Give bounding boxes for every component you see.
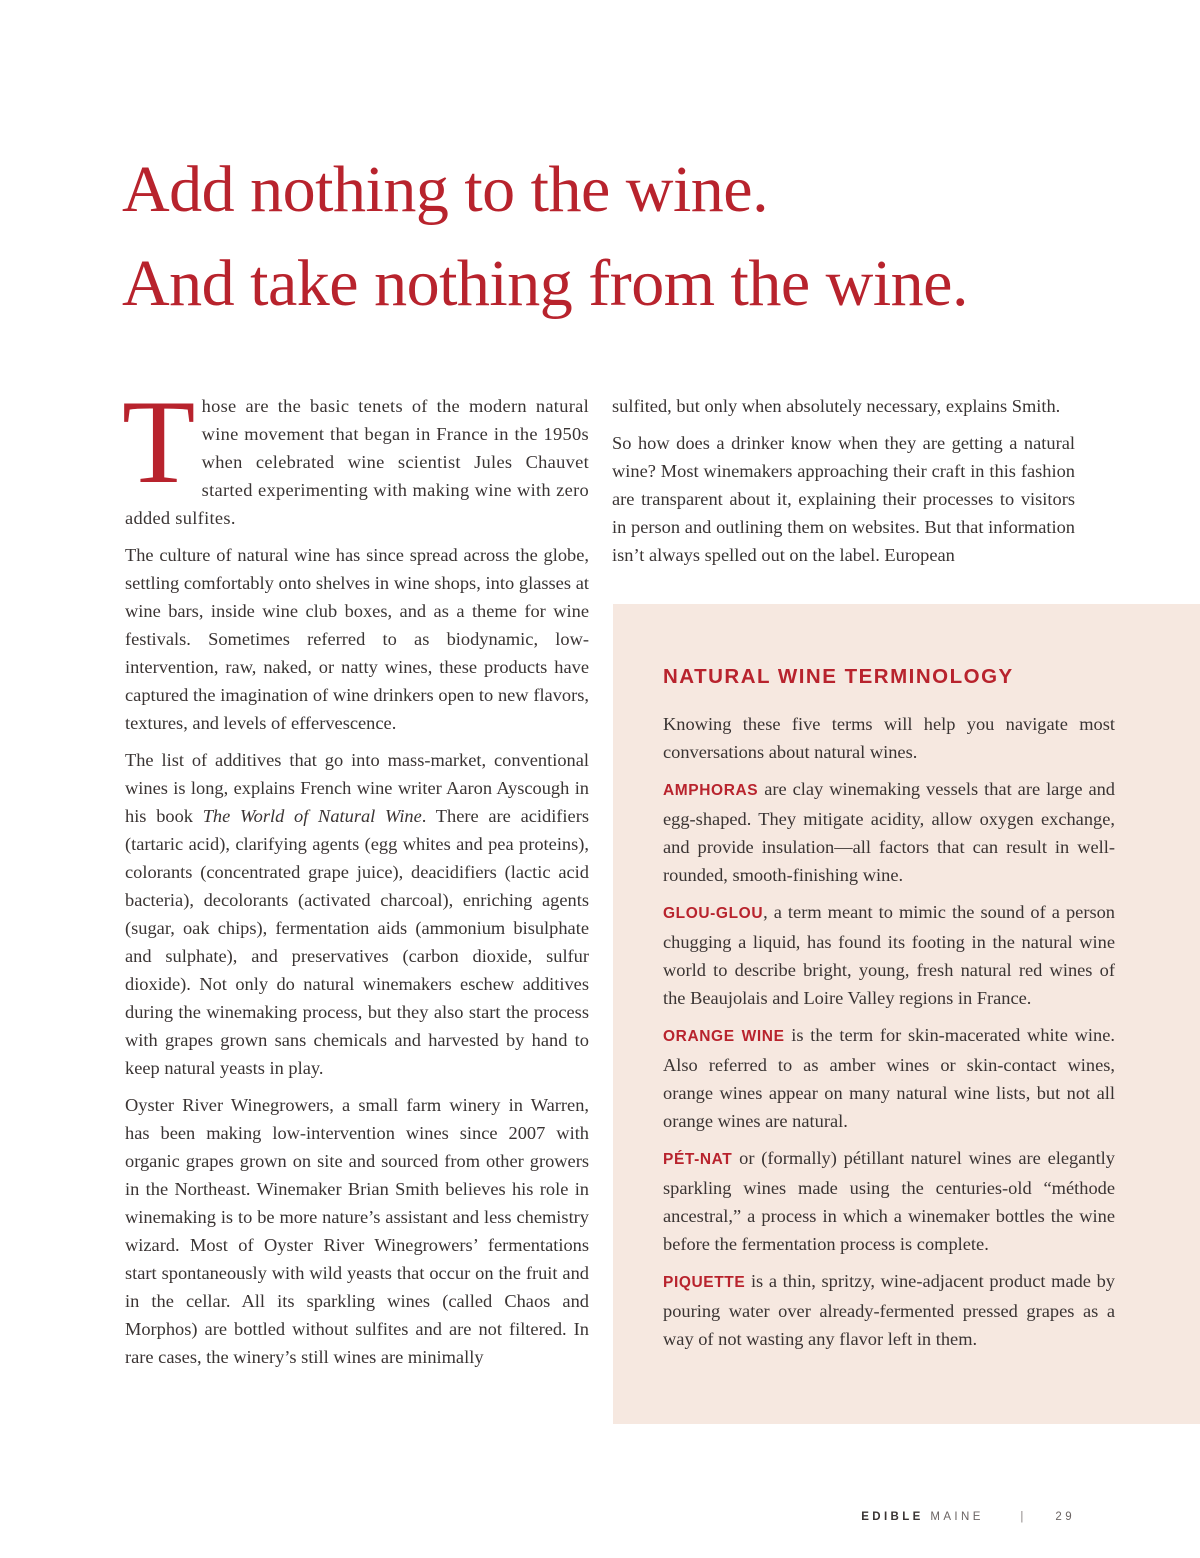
article-column-right <box>612 392 1075 578</box>
term-label: ORANGE WINE <box>663 1028 785 1045</box>
term-amphoras <box>663 775 1115 889</box>
page-footer <box>861 1511 1075 1523</box>
drop-cap: T <box>122 375 196 508</box>
headline <box>122 143 1122 331</box>
article-paragraph-3-before: The list of additives that go into mass-market, conventional wines is long, explains French wine writer Aaron Ayscough in his book <box>125 750 589 826</box>
term-definition: is a thin, spritzy, wine-adjacent product made by pouring water over already-fermented pressed grapes as a way of not wasting any flavor left in them. <box>663 1271 1115 1349</box>
term-orange-wine <box>663 1021 1115 1135</box>
article-paragraph-2: The culture of natural wine has since spread across the globe, settling comfortably onto shelves in wine shops, into glasses at wine bars, inside wine club boxes, and as a theme for wine festivals. Sometimes referred to as biodynamic, low-intervention, raw, naked, or natty wines, these products have captured the imagination of wine drinkers open to new flavors, textures, and levels of effervescence. <box>125 545 589 733</box>
terminology-sidebar <box>613 604 1200 1424</box>
sidebar-intro: Knowing these five terms will help you navigate most conversations about natural wines. <box>663 714 1115 762</box>
sidebar-title: NATURAL WINE TERMINOLOGY <box>663 665 1014 688</box>
article-column-left <box>122 375 589 1380</box>
footer-separator: | <box>1020 1511 1027 1523</box>
term-definition: is the term for skin-macerated white wine. Also referred to as amber wines or skin-contact wines, orange wines appear on many natural wine lists, but not all orange wines are natural. <box>663 1025 1115 1131</box>
term-pet-nat <box>663 1144 1115 1258</box>
article-paragraph-1 <box>122 375 589 532</box>
footer-magazine: MAINE <box>930 1511 984 1523</box>
article-paragraph-3-after: . There are acidifiers (tartaric acid), clarifying agents (egg whites and pea proteins), colorants (concentrated grape juice), deacidifiers (lactic acid bacteria), decolorants (activated charcoal), enriching agents (sugar, oak chips), fermentation aids (ammonium bisulphate and sulphate), and preservatives (carbon dioxide, sulfur dioxide). Not only do natural winemakers eschew additives during the winemaking process, but they also start the process with grapes grown sans chemicals and harvested by hand to keep natural yeasts in play. <box>125 806 589 1078</box>
sidebar-content <box>663 662 1115 1362</box>
article-paragraph-4: Oyster River Winegrowers, a small farm winery in Warren, has been making low-intervention wines since 2007 with organic grapes grown on site and sourced from other growers in the Northeast. Winemaker Brian Smith believes his role in winemaking is to be more nature’s assistant and less chemistry wizard. Most of Oyster River Winegrowers’ fermentations start spontaneously with wild yeasts that occur on the fruit and in the cellar. All its sparkling wines (called Chaos and Morphos) are bottled without sulfites and are not filtered. In rare cases, the winery’s still wines are minimally <box>125 1095 589 1367</box>
term-glou-glou <box>663 898 1115 1012</box>
term-label: PIQUETTE <box>663 1274 746 1291</box>
book-title: The World of Natural Wine <box>202 806 422 826</box>
headline-line-1: Add nothing to the wine. <box>122 153 769 226</box>
article-paragraph-6: So how does a drinker know when they are getting a natural wine? Most winemakers approaching their craft in this fashion are transparent about it, explaining their processes to visitors in person and outlining them on websites. But that information isn’t always spelled out on the label. European <box>612 433 1075 565</box>
article-paragraph-5: sulfited, but only when absolutely necessary, explains Smith. <box>612 396 1061 416</box>
term-label: GLOU-GLOU <box>663 905 764 922</box>
article-paragraph-3 <box>125 746 589 1082</box>
footer-brand: EDIBLE <box>861 1511 924 1523</box>
term-definition: or (formally) pétillant naturel wines are elegantly sparkling wines made using the centuries-old “méthode ancestral,” a process in which a winemaker bottles the wine before the fermentation process is complete. <box>663 1148 1115 1254</box>
term-label: PÉT-NAT <box>663 1151 733 1168</box>
headline-line-2: And take nothing from the wine. <box>122 247 968 320</box>
term-definition: , a term meant to mimic the sound of a person chugging a liquid, has found its footing in the natural wine world to describe bright, young, fresh natural red wines of the Beaujolais and Loire Valley regions in France. <box>663 902 1115 1008</box>
term-label: AMPHORAS <box>663 782 759 799</box>
term-piquette <box>663 1267 1115 1353</box>
term-definition: are clay winemaking vessels that are large and egg-shaped. They mitigate acidity, allow oxygen exchange, and provide insulation—all factors that can result in well-rounded, smooth-finishing wine. <box>663 779 1115 885</box>
article-paragraph-1-text: hose are the basic tenets of the modern natural wine movement that began in France in the 1950s when celebrated wine scientist Jules Chauvet started experimenting with making wine with zero added sulfites. <box>125 396 589 528</box>
page-number: 29 <box>1055 1511 1075 1523</box>
